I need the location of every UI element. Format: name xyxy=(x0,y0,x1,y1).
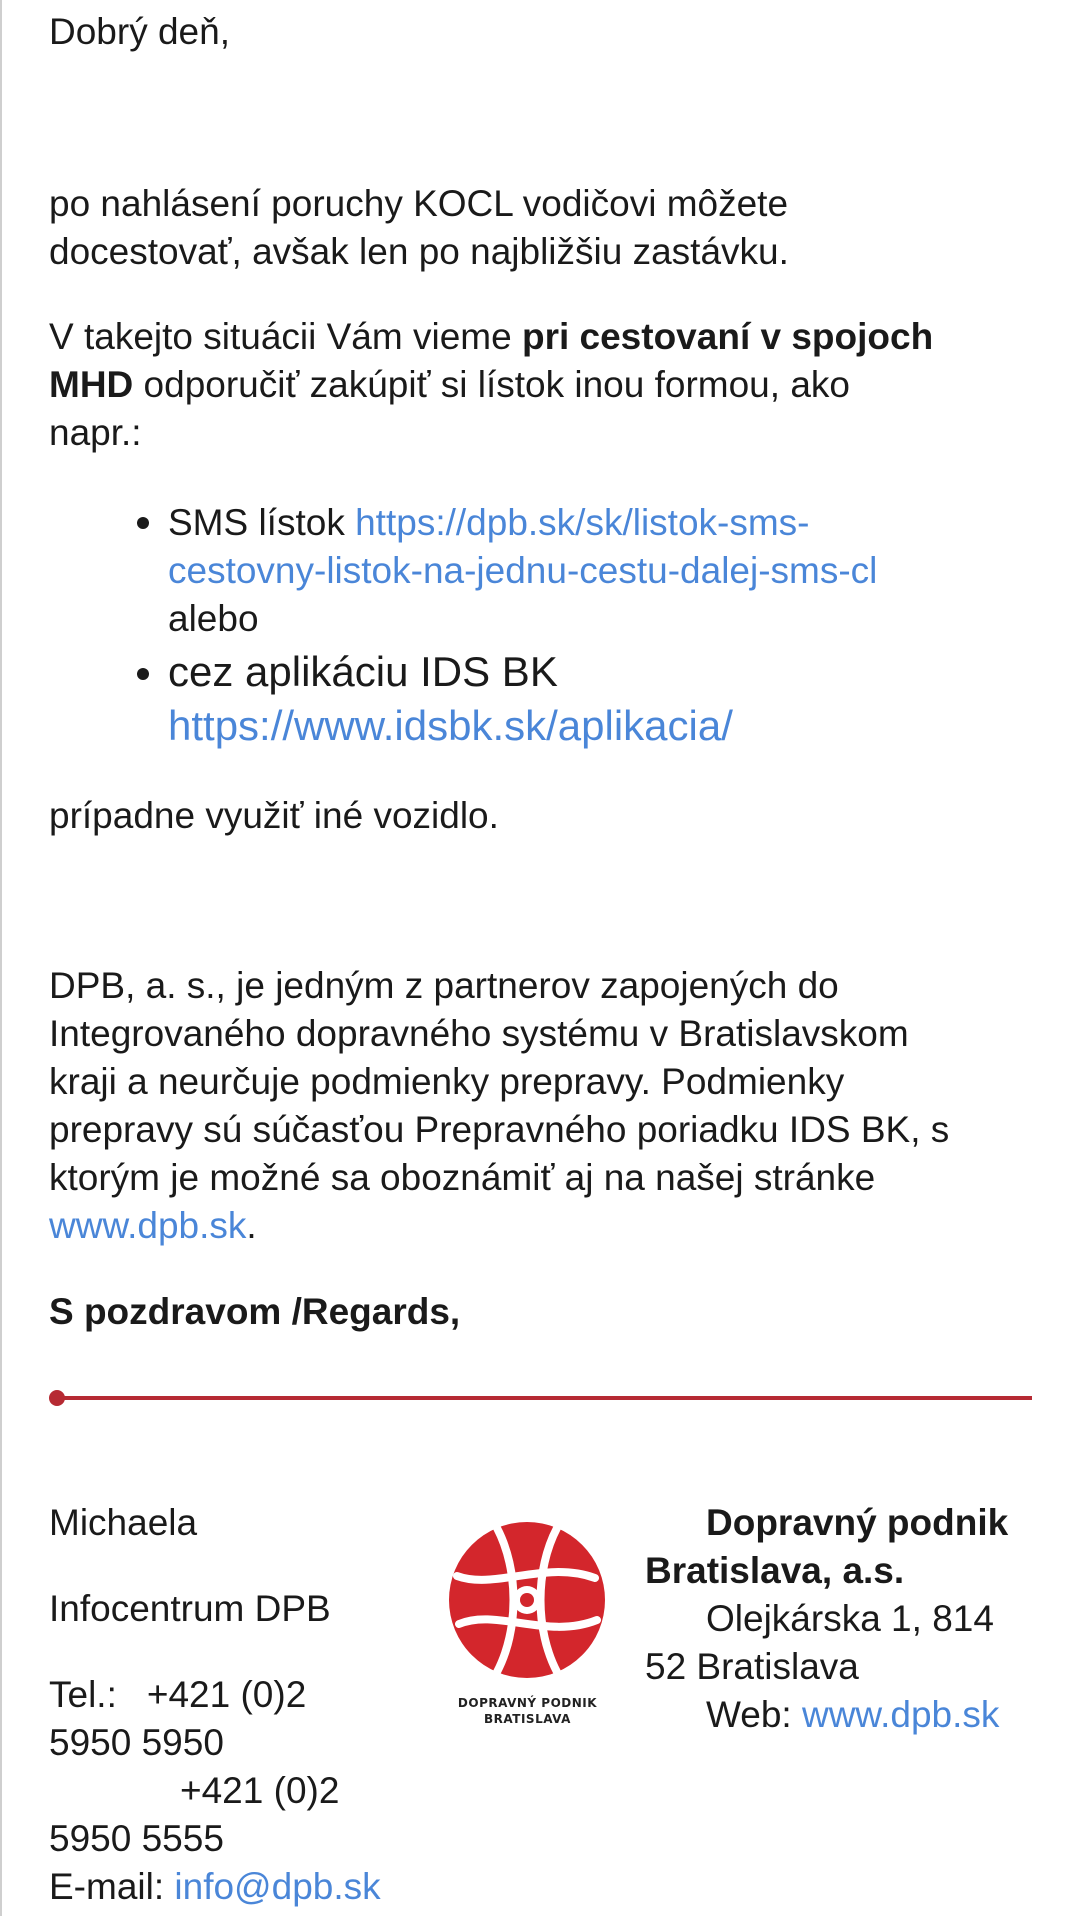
sms-ticket-link-cont[interactable]: cestovny-listok-na-jednu-cestu-dalej-sms-cl xyxy=(168,550,878,591)
tel1-part2: 5950 5950 xyxy=(49,1722,224,1763)
para4-line1: DPB, a. s., je jedným z partnerov zapojených do xyxy=(49,965,839,1006)
idsbk-app-link[interactable]: https://www.idsbk.sk/aplikacia/ xyxy=(168,702,733,749)
dpb-logo-icon xyxy=(435,1520,620,1680)
sms-label: SMS lístok xyxy=(168,502,356,543)
sms-suffix: alebo xyxy=(168,598,259,639)
app-label: cez aplikáciu IDS BK xyxy=(168,648,558,695)
sig-department: Infocentrum DPB xyxy=(49,1588,331,1629)
web-row xyxy=(706,1691,999,1739)
para4-line2: Integrovaného dopravného systému v Bratislavskom xyxy=(49,1013,909,1054)
web-label: Web: xyxy=(706,1694,802,1735)
divider-dot xyxy=(49,1390,65,1406)
para4-line5: ktorým je možné sa oboznámiť aj na našej stránke xyxy=(49,1157,876,1198)
para1-line2: docestovať, avšak len po najbližšiu zastávku. xyxy=(49,231,789,272)
tel2-part2: 5950 5555 xyxy=(49,1818,224,1859)
para4-line3: kraji a neurčuje podmienky prepravy. Podmienky xyxy=(49,1061,845,1102)
logo-caption-line1: DOPRAVNÝ PODNIK xyxy=(457,1696,598,1710)
tel2-part1: +421 (0)2 xyxy=(180,1770,340,1811)
company-line2: Bratislava, a.s. xyxy=(645,1550,905,1591)
address-line2: 52 Bratislava xyxy=(645,1646,859,1687)
email-label: E-mail: xyxy=(49,1866,175,1907)
para2-bold-text: pri cestovaní v spojoch xyxy=(521,316,934,357)
greeting: Dobrý deň, xyxy=(49,11,230,52)
company-line1: Dopravný podnik xyxy=(706,1502,1009,1543)
para2-line1 xyxy=(49,313,933,361)
para2-text: V takejto situácii Vám vieme xyxy=(49,316,522,357)
para2-line3: napr.: xyxy=(49,412,142,453)
sig-tel-row xyxy=(49,1671,306,1719)
para4-line6 xyxy=(49,1202,257,1250)
para2-bold-mhd: MHD xyxy=(49,364,134,405)
para1-line1: po nahlásení poruchy KOCL vodičovi môžete xyxy=(49,183,789,224)
para2-line2 xyxy=(49,361,850,409)
left-border xyxy=(0,0,2,1916)
closing: S pozdravom /Regards, xyxy=(49,1291,461,1332)
logo-caption-line2: BRATISLAVA xyxy=(484,1712,571,1726)
tel-label: Tel.: xyxy=(49,1674,117,1715)
sms-ticket-link[interactable]: https://dpb.sk/sk/listok-sms- xyxy=(355,502,810,543)
para4-line4: prepravy sú súčasťou Prepravného poriadku IDS BK, s xyxy=(49,1109,950,1150)
sms-line1 xyxy=(168,499,810,547)
web-link[interactable]: www.dpb.sk xyxy=(801,1694,1000,1735)
para2-text2: odporučiť zakúpiť si lístok inou formou, ako xyxy=(133,364,850,405)
period: . xyxy=(246,1205,257,1246)
para3: prípadne využiť iné vozidlo. xyxy=(49,795,499,836)
dpb-website-link[interactable]: www.dpb.sk xyxy=(49,1205,247,1246)
sig-name: Michaela xyxy=(49,1502,198,1543)
divider-line xyxy=(58,1396,1032,1400)
sig-email-row xyxy=(49,1863,381,1911)
bullet-dot-icon xyxy=(137,668,149,680)
address-line1: Olejkárska 1, 814 xyxy=(706,1598,994,1639)
email-link[interactable]: info@dpb.sk xyxy=(174,1866,381,1907)
tel1-part1: +421 (0)2 xyxy=(146,1674,307,1715)
bullet-dot-icon xyxy=(137,517,149,529)
